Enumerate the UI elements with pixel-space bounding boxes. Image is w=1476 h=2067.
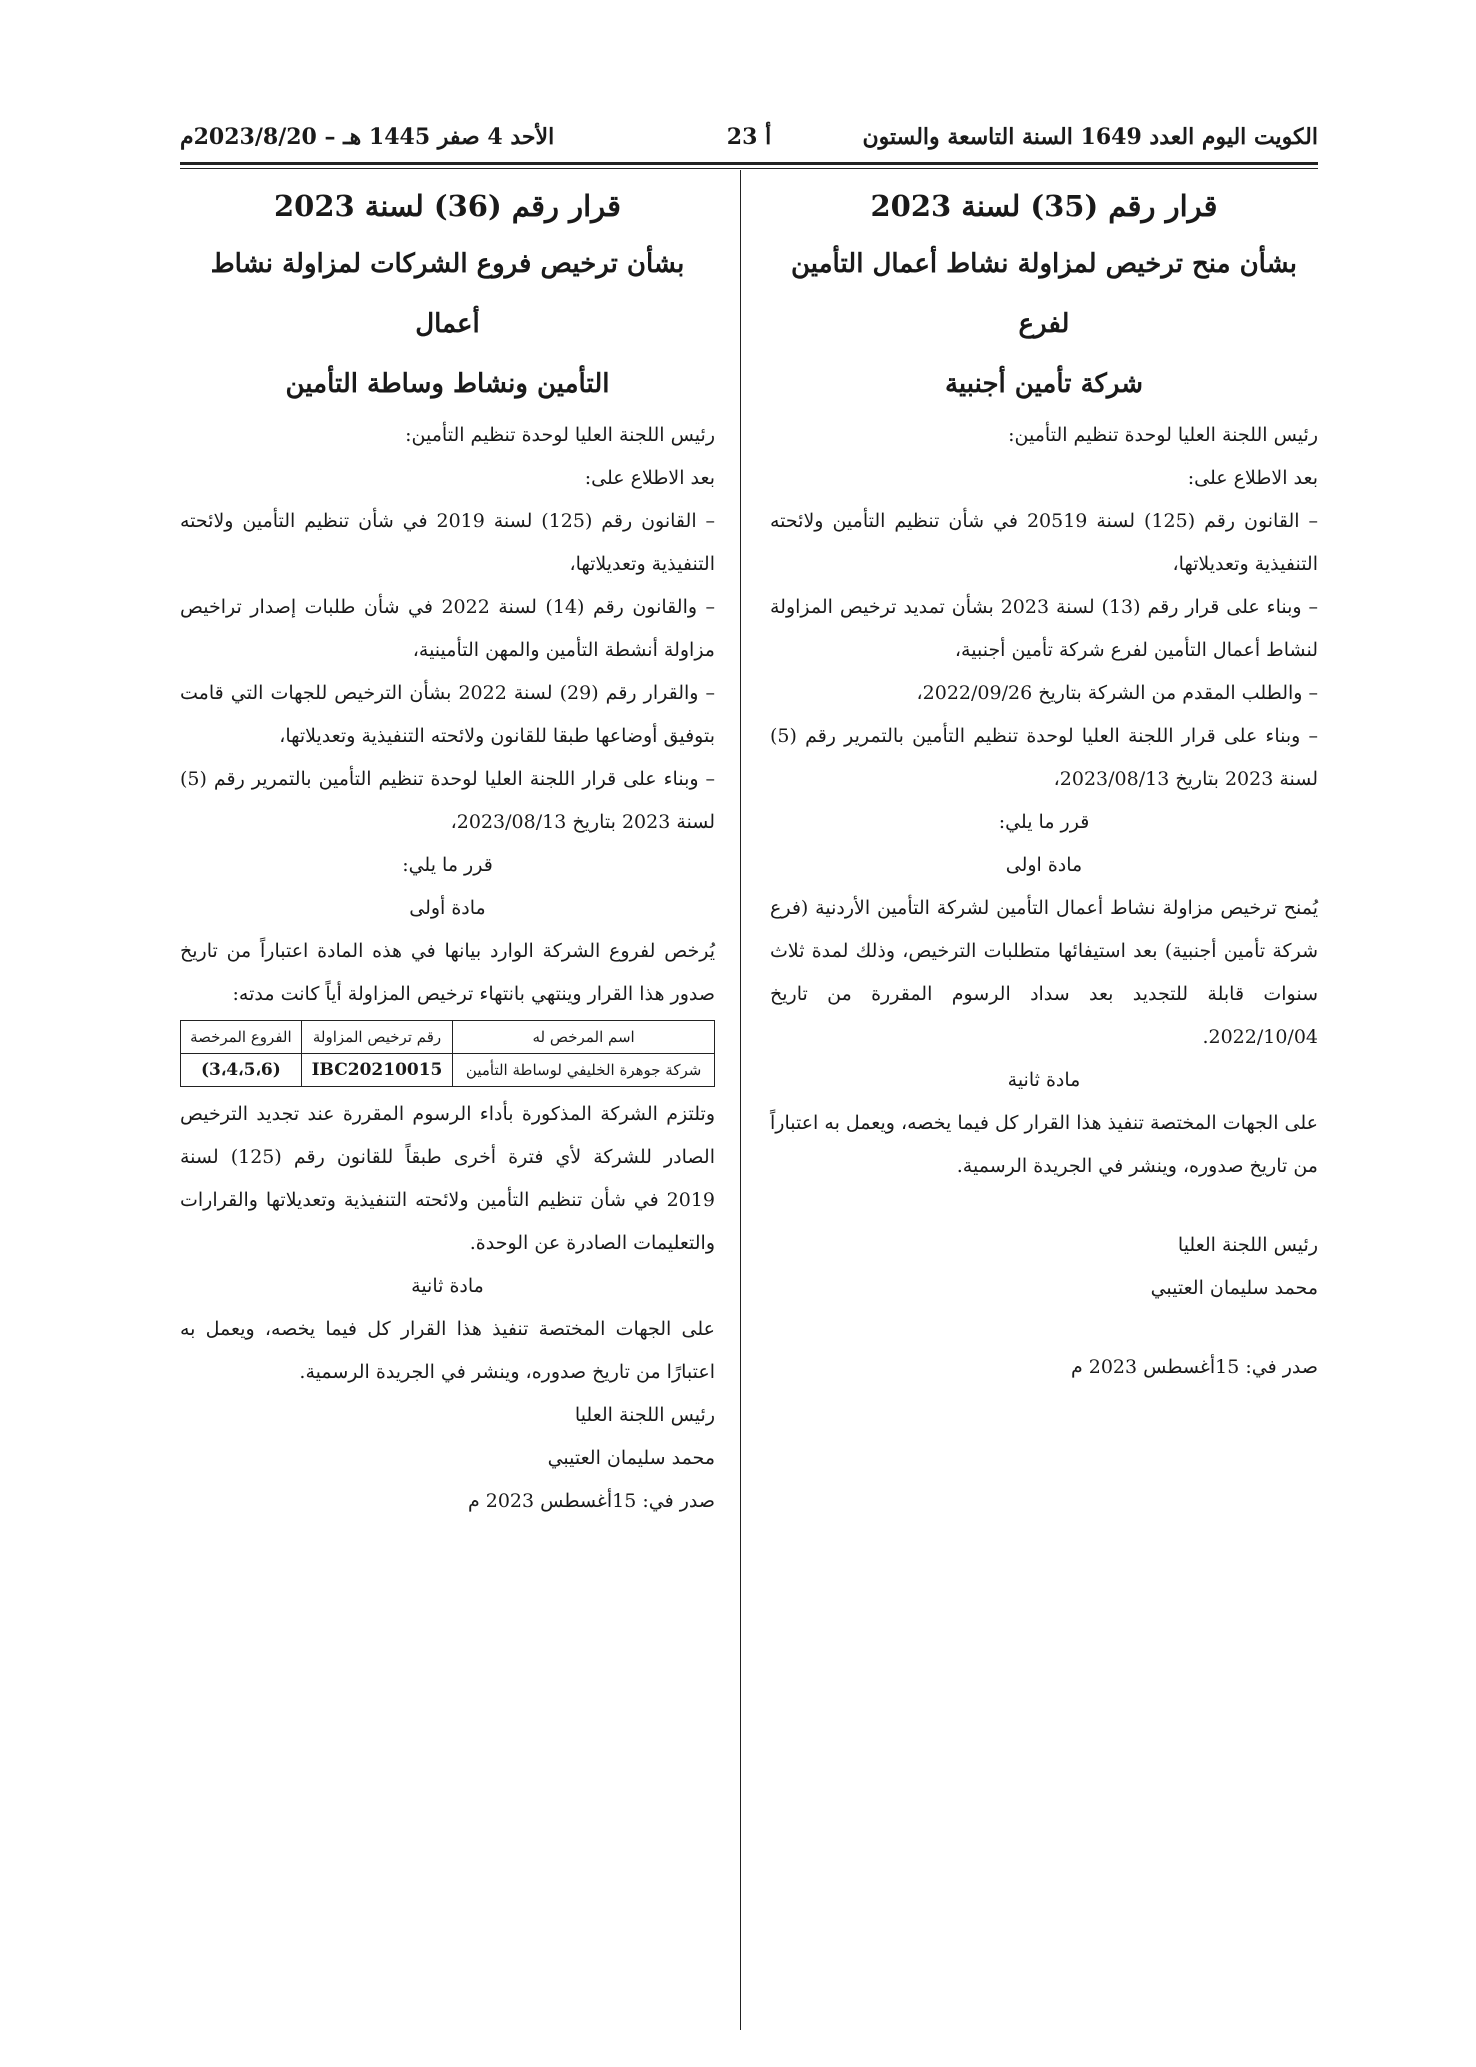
- table-header-cell: رقم ترخيص المزاولة: [301, 1021, 453, 1054]
- decision-35-item: – وبناء على قرار اللجنة العليا لوحدة تنظيم التأمين بالتمرير رقم (5) لسنة 2023 بتاريخ 2023/08/13،: [770, 725, 1318, 790]
- decision-36-item: – وبناء على قرار اللجنة العليا لوحدة تنظيم التأمين بالتمرير رقم (5) لسنة 2023 بتاريخ 2023/08/13،: [180, 768, 715, 833]
- decision-36-signature-name: محمد سليمان العتيبي: [547, 1447, 715, 1469]
- decision-36-intro-1: رئيس اللجنة العليا لوحدة تنظيم التأمين:: [405, 424, 715, 446]
- decision-36-issued-date: صدر في: 15أغسطس 2023 م: [467, 1490, 715, 1512]
- decision-36-article-1-text: يُرخص لفروع الشركة الوارد بيانها في هذه المادة اعتباراً من تاريخ صدور هذا القرار وينتهي بانتهاء ترخيص المزاولة أياً كانت مدته:: [180, 940, 715, 1005]
- decision-35-item: – وبناء على قرار رقم (13) لسنة 2023 بشأن تمديد ترخيص المزاولة لنشاط أعمال التأمين لفرع شركة تأمين أجنبية،: [770, 596, 1318, 661]
- decision-36-signature-title: رئيس اللجنة العليا: [574, 1404, 715, 1426]
- licensed-branches-table: [180, 1020, 715, 1087]
- decision-36-article-2-heading: مادة ثانية: [411, 1275, 484, 1297]
- decision-35-signature-name: محمد سليمان العتيبي: [1150, 1277, 1318, 1299]
- header-page-number: أ 23: [726, 124, 772, 150]
- table-header-cell: اسم المرخص له: [453, 1021, 715, 1054]
- header-rule-thick: [180, 162, 1318, 165]
- decision-35-article-1-heading: مادة اولى: [1005, 854, 1083, 876]
- decision-35-issued-date: صدر في: 15أغسطس 2023 م: [1070, 1356, 1318, 1378]
- decision-35-intro-2: بعد الاطلاع على:: [1187, 467, 1318, 489]
- table-header-row: [181, 1021, 715, 1054]
- decision-36-title: قرار رقم (36) لسنة 2023: [273, 189, 621, 223]
- decision-35-item: – القانون رقم (125) لسنة 20519 في شأن تنظيم التأمين ولائحته التنفيذية وتعديلاتها،: [770, 510, 1318, 575]
- decision-35-column: [770, 182, 1318, 1389]
- decision-36-subtitle-1: بشأن ترخيص فروع الشركات لمزاولة نشاط أعمال: [210, 249, 685, 339]
- decision-35-decided: قرر ما يلي:: [998, 811, 1090, 833]
- decision-36-item: – القانون رقم (125) لسنة 2019 في شأن تنظيم التأمين ولائحته التنفيذية وتعديلاتها،: [180, 510, 715, 575]
- header-date: الأحد 4 صفر 1445 هـ – 2023/8/20م: [180, 124, 555, 150]
- decision-35-article-2-text: على الجهات المختصة تنفيذ هذا القرار كل فيما يخصه، ويعمل به اعتباراً من تاريخ صدوره، وينشر في الجريدة الرسمية.: [770, 1112, 1318, 1177]
- decision-35-item: – والطلب المقدم من الشركة بتاريخ 2022/09/26،: [916, 682, 1318, 704]
- header-issue: الكويت اليوم العدد 1649 السنة التاسعة والستون: [862, 124, 1318, 150]
- page-header: [180, 124, 1318, 158]
- decision-35-signature-title: رئيس اللجنة العليا: [1177, 1234, 1318, 1256]
- decision-36-intro-2: بعد الاطلاع على:: [584, 467, 715, 489]
- decision-35-article-1-text: يُمنح ترخيص مزاولة نشاط أعمال التأمين لشركة التأمين الأردنية (فرع شركة تأمين أجنبية) بعد استيفائها متطلبات الترخيص، وذلك لمدة ثلاث سنوات قابلة للتجديد بعد سداد الرسوم المقررة من تاريخ 2022/10/04.: [770, 897, 1318, 1048]
- decision-36-article-1-heading: مادة أولى: [409, 897, 486, 919]
- table-cell-branches: (3،4،5،6): [181, 1054, 302, 1087]
- decision-36-item: – والقانون رقم (14) لسنة 2022 في شأن طلبات إصدار تراخيص مزاولة أنشطة التأمين والمهن التأمينية،: [180, 596, 716, 661]
- decision-35-subtitle-2: شركة تأمين أجنبية: [944, 369, 1144, 399]
- column-divider: [740, 170, 741, 2030]
- decision-36-article-2-text: على الجهات المختصة تنفيذ هذا القرار كل فيما يخصه، ويعمل به اعتبارًا من تاريخ صدوره، وينشر في الجريدة الرسمية.: [180, 1318, 715, 1383]
- decision-36-decided: قرر ما يلي:: [402, 854, 493, 876]
- decision-36-article-1-continuation: وتلتزم الشركة المذكورة بأداء الرسوم المقررة عند تجديد الترخيص الصادر للشركة لأي فترة أخرى طبقاً للقانون رقم (125) لسنة 2019 في شأن تنظيم التأمين ولائحته التنفيذية وتعديلاتها والقرارات والتعليمات الصادرة عن الوحدة.: [180, 1103, 715, 1254]
- decision-35-intro-1: رئيس اللجنة العليا لوحدة تنظيم التأمين:: [1008, 424, 1318, 446]
- header-rule-thin: [180, 168, 1318, 169]
- table-header-cell: الفروع المرخصة: [181, 1021, 302, 1054]
- decision-36-item: – والقرار رقم (29) لسنة 2022 بشأن الترخيص للجهات التي قامت بتوفيق أوضاعها طبقا للقانون ولائحته التنفيذية وتعديلاتها،: [180, 682, 715, 747]
- table-row: [181, 1054, 715, 1087]
- decision-36-column: [180, 182, 715, 1523]
- decision-36-subtitle-2: التأمين ونشاط وساطة التأمين: [285, 369, 610, 399]
- table-cell-license-number: IBC20210015: [301, 1054, 453, 1087]
- decision-35-subtitle-1: بشأن منح ترخيص لمزاولة نشاط أعمال التأمين لفرع: [790, 249, 1298, 339]
- decision-35-title: قرار رقم (35) لسنة 2023: [870, 189, 1218, 223]
- decision-35-article-2-heading: مادة ثانية: [1007, 1069, 1081, 1091]
- table-cell-licensee: شركة جوهرة الخليفي لوساطة التأمين: [453, 1054, 715, 1087]
